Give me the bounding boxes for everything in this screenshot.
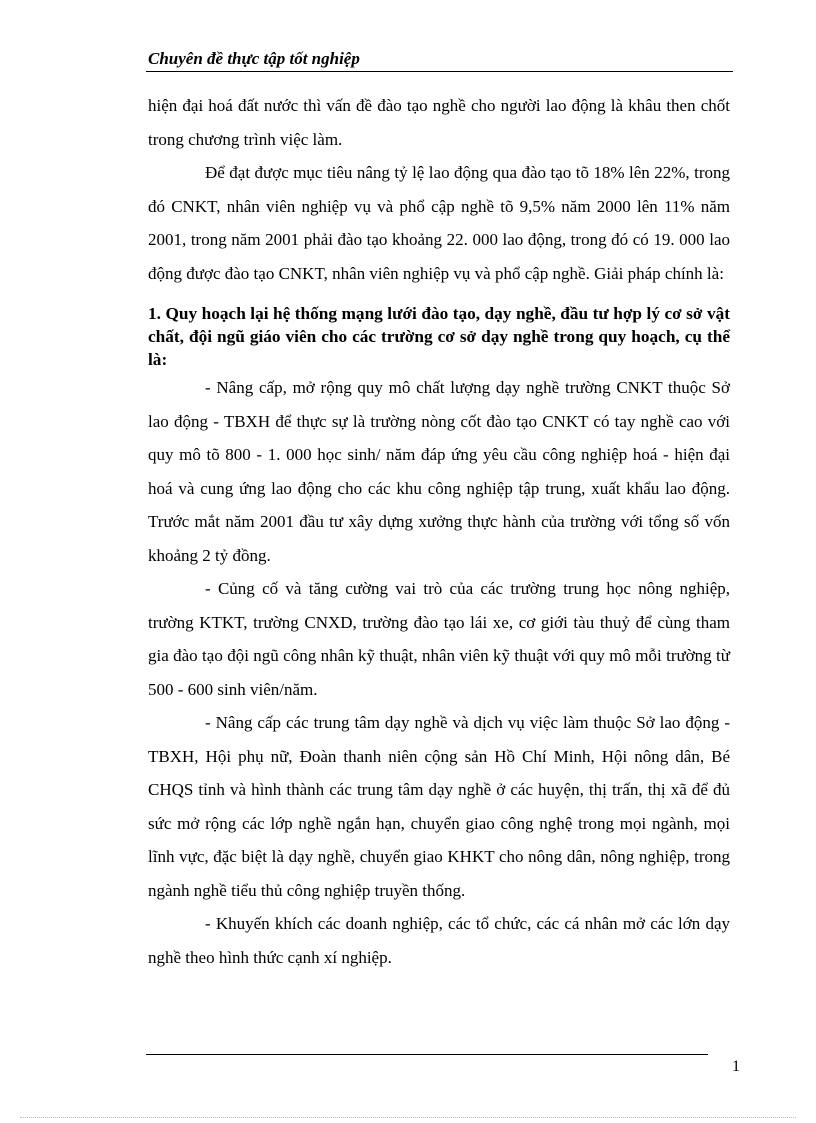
paragraph-continuation: hiện đại hoá đất nước thì vấn đề đào tạo nghề cho người lao động là khâu then chốt trong chương trình việc làm. — [148, 96, 730, 149]
page-header-title: Chuyên đề thực tập tốt nghiệp — [148, 49, 360, 68]
header-divider — [146, 71, 733, 72]
list-item-encourage-enterprises: - Khuyến khích các doanh nghiệp, các tổ chức, các cá nhân mở các lớn dạy nghề theo hình thức cạnh xí nghiệp. — [148, 914, 730, 967]
page-number: 1 — [732, 1058, 740, 1075]
document-body — [148, 89, 730, 974]
list-item-upgrade-cnkt-school: - Nâng cấp, mở rộng quy mô chất lượng dạy nghề trường CNKT thuộc Sở lao động - TBXH để thực sự là trường nòng cốt đào tạo CNKT có tay nghề cao với quy mô tõ 800 - 1. 000 học sinh/ năm đáp ứng yêu cầu công nghiệp hoá - hiện đại hoá và cung ứng lao động cho các khu công nghiệp tập trung, xuất khẩu lao động. Trước mắt năm 2001 đầu tư xây dựng xưởng thực hành của trường với tổng số vốn khoảng 2 tỷ đồng. — [148, 378, 730, 565]
section-heading: 1. Quy hoạch lại hệ thống mạng lưới đào tạo, dạy nghề, đầu tư hợp lý cơ sở vật chất, đội ngũ giáo viên cho các trường cơ sở dạy nghề trong quy hoạch, cụ thể là: — [148, 304, 730, 369]
list-item-upgrade-centers: - Nâng cấp các trung tâm dạy nghề và dịch vụ việc làm thuộc Sở lao động - TBXH, Hội phụ nữ, Đoàn thanh niên cộng sản Hồ Chí Minh, Hội nông dân, Bé CHQS tỉnh và hình thành các trung tâm dạy nghề ở các huyện, thị trấn, thị xã để đủ sức mở rộng các lớp nghề ngắn hạn, chuyển giao công nghệ trong mọi ngành, mọi lĩnh vực, đặc biệt là dạy nghề, chuyển giao KHKT cho nông dân, nông nghiệp, trong ngành nghề tiểu thủ công nghiệp truyền thống. — [148, 713, 730, 900]
list-item-strengthen-schools: - Củng cố và tăng cường vai trò của các trường trung học nông nghiệp, trường KTKT, trường CNXD, trường đào tạo lái xe, cơ giới tàu thuỷ để cùng tham gia đào tạo đội ngũ công nhân kỹ thuật, nhân viên kỹ thuật với quy mô mỗi trường từ 500 - 600 sinh viên/năm. — [148, 579, 730, 699]
paragraph-goal: Để đạt được mục tiêu nâng tỷ lệ lao động qua đào tạo tõ 18% lên 22%, trong đó CNKT, nhân viên nghiệp vụ và phổ cập nghề tõ 9,5% năm 2000 lên 11% năm 2001, trong năm 2001 phải đào tạo khoảng 22. 000 lao động, trong đó có 19. 000 lao động được đào tạo CNKT, nhân viên nghiệp vụ và phổ cập nghề. Giải pháp chính là: — [148, 163, 730, 283]
page-bottom-dotted-line — [20, 1117, 796, 1118]
footer-divider — [146, 1054, 708, 1055]
